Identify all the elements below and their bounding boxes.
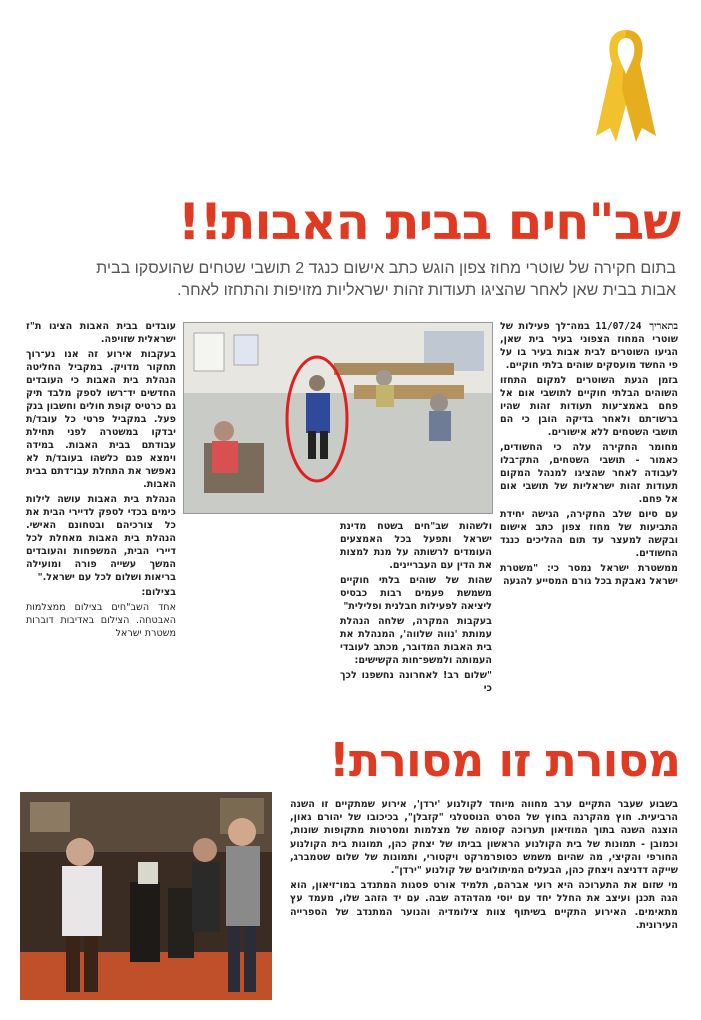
paragraph: בזמן הגעת השוטרים למקום התחזו השוהים הבלתי חוקיים לתושבי אום אל פחם באמצ־עות תעודות זהות שהיו ברשו־תם ולאחר בדיקה הובן כי הם תושבי השטחים ללא אישורים. xyxy=(500,375,678,438)
paragraph: ולשהות שב"חים בשטח מדינת ישראל ותפעל בכל האמצעים העומדים לרשותה על מנת למצות את הדין עם העבריינים. xyxy=(340,521,492,571)
article-column-right xyxy=(500,320,678,700)
paragraph: בתאריך 11/07/24 במה־לך פעילות של שוטרי המחוז הצפוני בעיר בית שאן, הגיעו השוטרים לבית אבות בעיר בו על פי החשד מועסקים שוהים בלתי חוקיים. xyxy=(500,321,678,371)
exhibition-photo xyxy=(20,792,272,1000)
photo-caption: אחד השב"חים בצילום ממצלמות האבטחה. הצילום באדיבות דוברות משטרת ישראל xyxy=(26,602,176,639)
paragraph: שהות של שוהים בלתי חוקיים משמשת פעמים רבות כבסיס ליציאה לפעילות חבלנית ופלילית" xyxy=(340,575,492,612)
security-camera-photo xyxy=(183,322,493,514)
paragraph: ממשטרת ישראל נמסר כי: "משטרת ישראל נאבקת בכל גורם המסייע להגעה xyxy=(500,563,678,587)
article-column-middle-left xyxy=(184,520,334,700)
article-column-middle-right xyxy=(340,520,492,700)
article-body xyxy=(290,798,678,988)
paragraph: הנהלת בית האבות עושה לילות כימים בכדי לספק לדיירי הבית את כל צורכיהם ובטחונם האישי. הנהלת בית האבות מאחלת לכל דיירי הבית, המשפחות והעובדים המשך עשייה פורה ומועילה בריאות ושלום לכל עם ישראל." xyxy=(26,494,176,583)
article-date: בתאריך 11/07/24 xyxy=(595,321,678,332)
article-subhead: בתום חקירה של שוטרי מחוז צפון הוגש כתב אישום כנגד 2 תושבי שטחים שהועסקו בבית אבות בבית שאן לאחר שהציגו תעודות זהות ישראליות מזויפות והתחזו לאחר. xyxy=(96,260,676,299)
paragraph: בעקבות המקרה, שלחה הנהלת עמותת 'נווה שלווה', המנהלת את בית האבות המדובר, מכתב לעובדי העמותה ולמשפ־חות הקשישים: xyxy=(340,616,492,666)
article-headline: מסורת זו מסורת! xyxy=(328,733,680,787)
photo-caption-label: בצילום: xyxy=(141,587,176,598)
paragraph: עובדים בבית האבות הציגו ת"ז ישראלית שזויפה. xyxy=(26,321,176,345)
paragraph: בעקבות אירוע זה אנו נע־רוך תחקור מדויק. במקביל החליטה הנהלת בית האבות כי העובדים החדשים יד־רשו לספק מלבד תיק גם כרטיס קופת חולים וחשבון בנק פעל. במקביל פרטי כל עובד/ת יבדקו במשטרה לפני תחילת עבודתם בבית האבות. במידה וימצא פגם כלשהו בעובד/ת לא נאפשר את התחלת עבו־דתם בבית האבות. xyxy=(26,349,176,490)
paragraph: בשבוע שעבר התקיים ערב מחווה מיוחד לקולנוע 'ירדן', אירוע שמתקיים זו השנה הרביעית. חוץ מהקרנה בחוץ של הסרט הנוסטלגי "קזבלן", בכיכובו של יהורם גאון, הוצגה השנה בתוך המוזיאון תערוכה קסומה של מצלמות ומסרטות מתקופות שונות, וכמובן - תמונות של בית הקולנוע הראשון בביתו של יצחק כהן, תמונות בית הקולנוע החורפי והקיצי, מה שהיום משמש כסופרמרקט ויקטורי, ותמונות של שלום שטמברג, שייקה דדניצה ויצחק כהן, הבעלים המיתולוגים של קולנוע "ירדן". xyxy=(290,799,678,877)
yellow-ribbon-icon xyxy=(586,24,666,144)
paragraph: מחומר החקירה עלה כי החשודים, כאמור - תושבי השטחים, התק־בלו לעבודה לאחר שהציגו למנהל המקום תעודות זהות ישראליות של תושבי אום אל פחם. xyxy=(500,442,678,505)
paragraph: "שלום רב! לאחרונה נחשפנו לכך כי xyxy=(340,670,492,694)
article-headline: שב"חים בבית האבות!! xyxy=(177,193,680,251)
article-column-left xyxy=(26,320,176,700)
paragraph: מי שזום את התערוכה היא רועי אברהם, תלמיד אורט פסגות המתנדב במו־זיאון, הוא הגה תכנן ועיצב את החלל יחד עם יוסי מהדהדה שבה. עם יד הזהב שלו, מעמד עץ מתאימים. האירוע התקיים בשיתוף צוות צילומדיה והנוער המתנדב של הספרייה העירונית. xyxy=(290,880,678,931)
paragraph: עם סיום שלב החקירה, הגישה יחידת התביעות של מחוז צפון כתב אישום ובקשה למעצר עד תום ההליכים כנגד החשודים. xyxy=(500,509,678,559)
